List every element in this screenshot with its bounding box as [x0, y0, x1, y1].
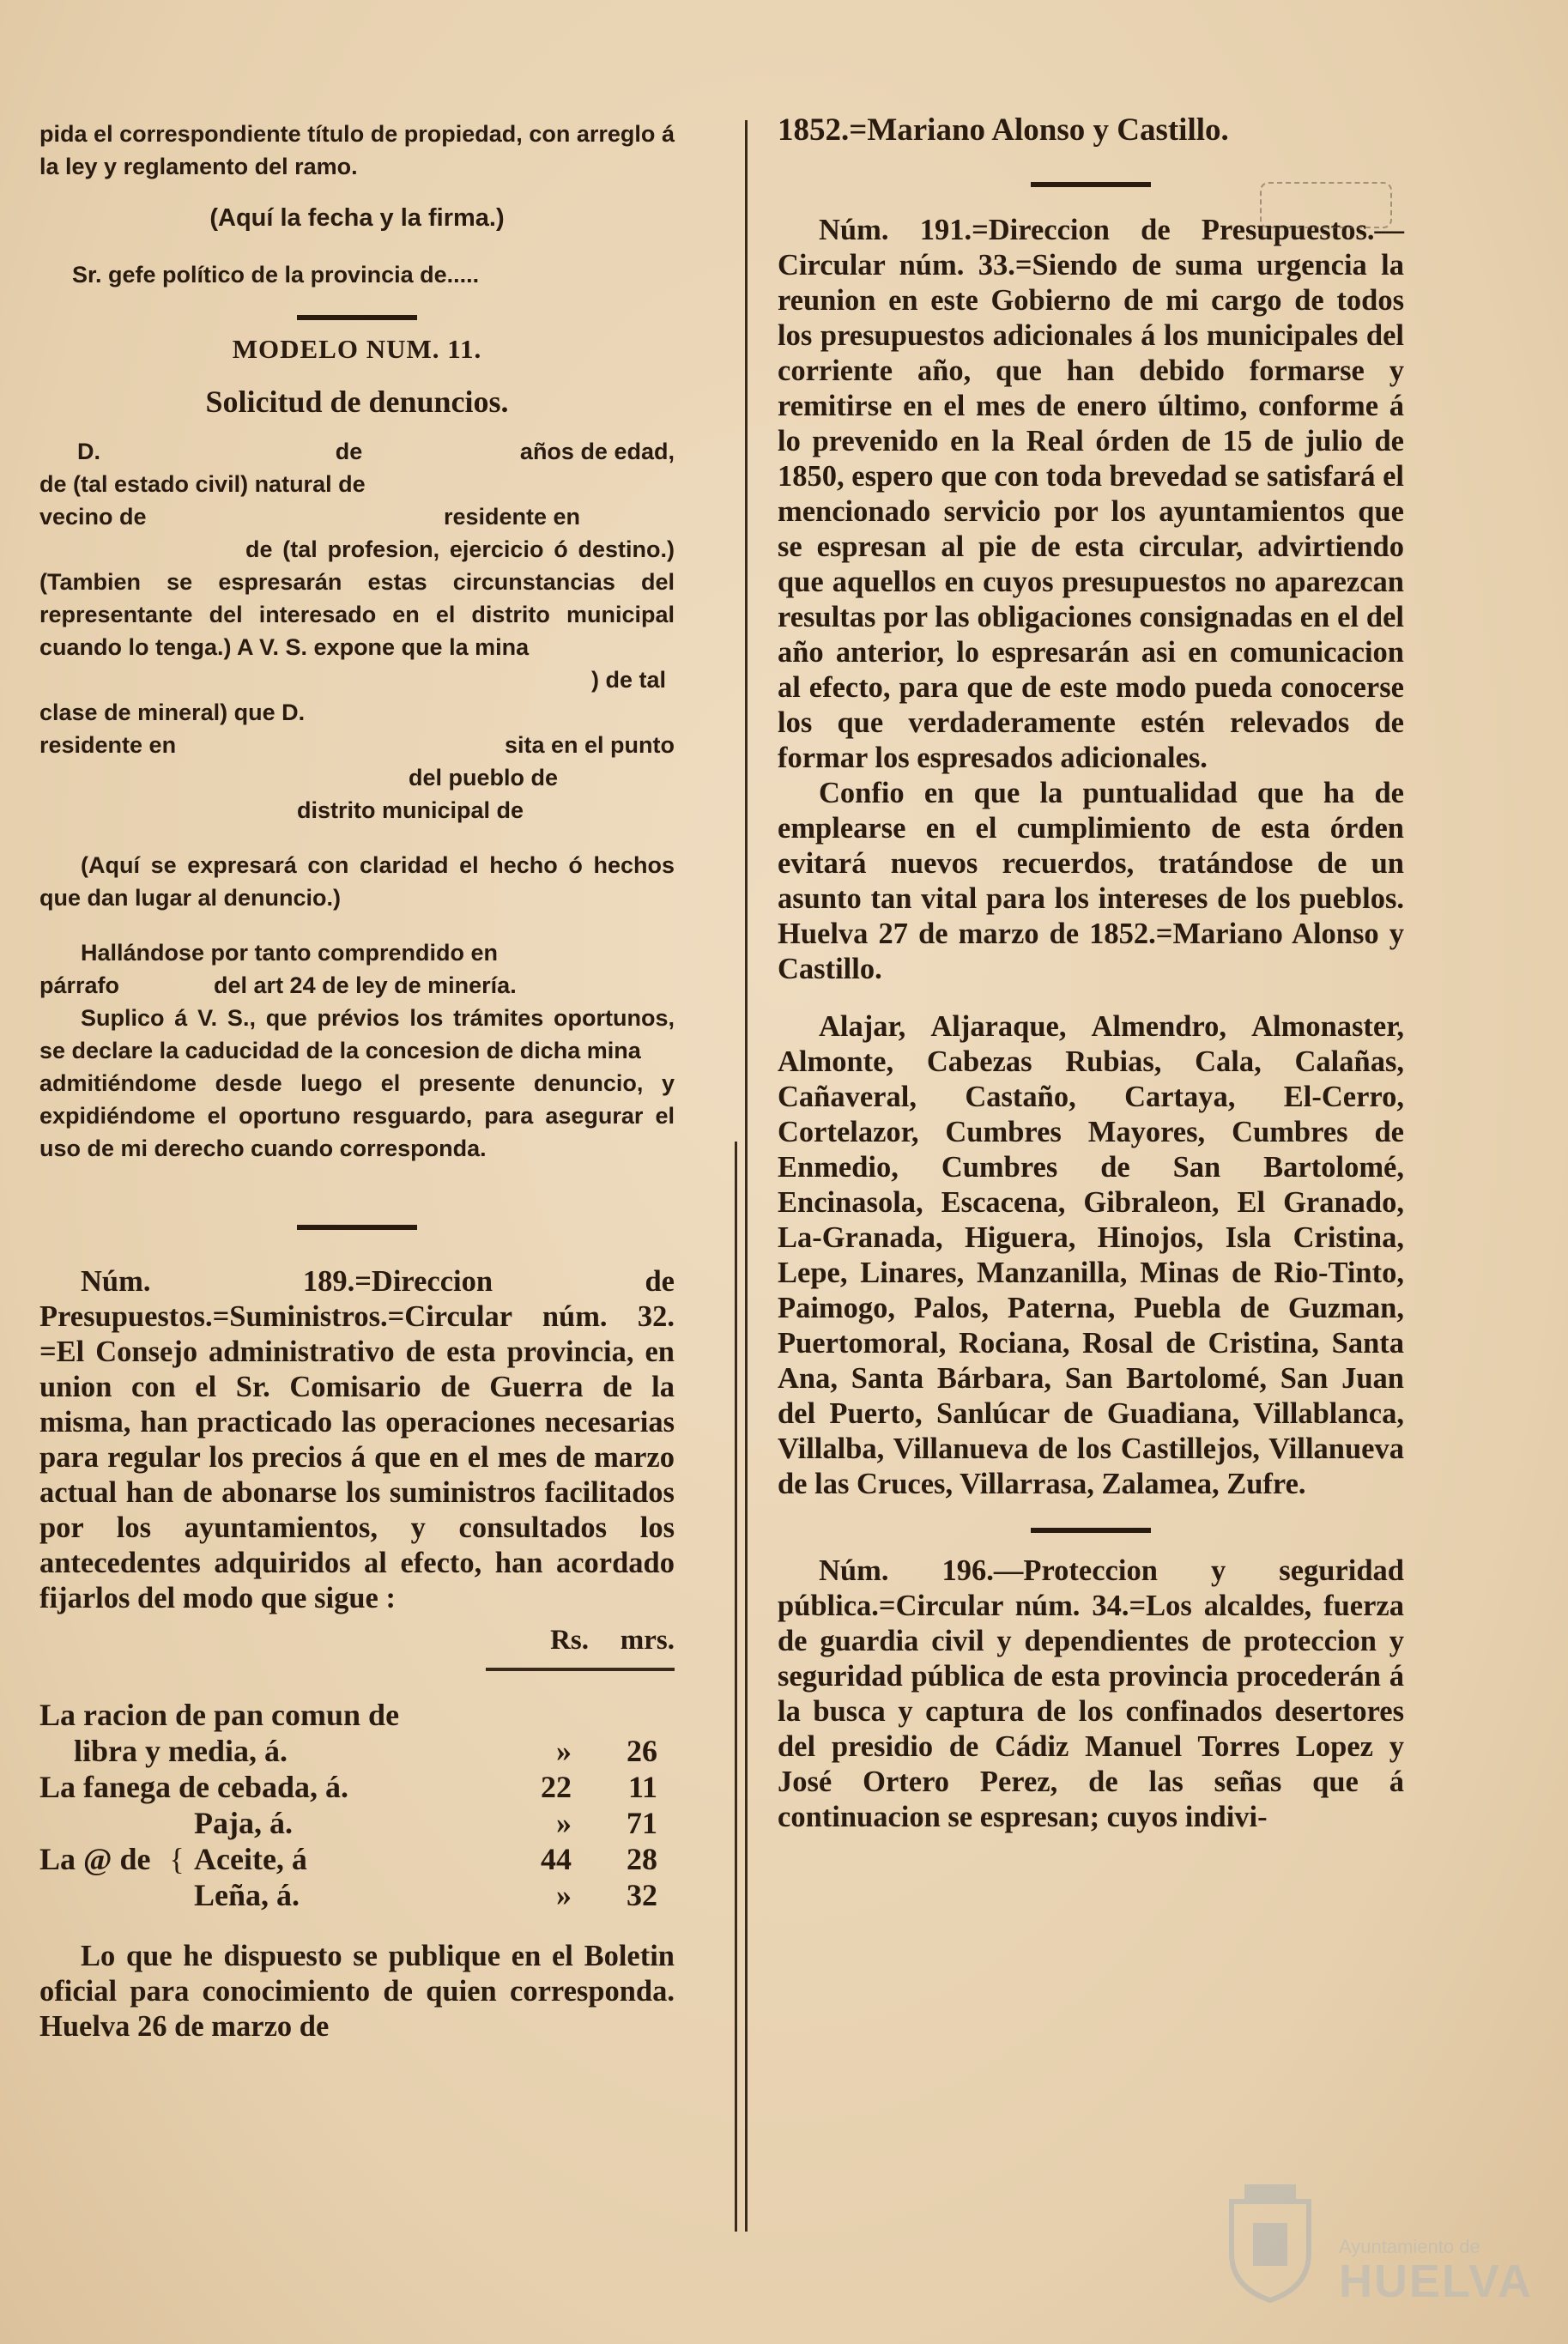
form-line-civil: de (tal estado civil) natural de [39, 471, 366, 497]
divider [1031, 182, 1151, 187]
form-field-sita: sita en el punto [504, 732, 675, 758]
circular-191: Núm. 191.=Direccion de Presupuestos.—Circular núm. 33.=Siendo de suma urgencia la reunion en este Gobierno de mi cargo de todos los presupuestos adicionales á los municipales del corriente año, que han debido formarse y remitirse en el mes de enero último, conforme á lo prevenido en la Real órden de 15 de julio de 1850, espero que con toda brevedad se satisfará el mencionado servicio por los ayuntamientos que se espresan al pie de esta circular, advirtiendo que aquellos en cuyos presupuestos no aparezcan resultas por las obligaciones consignadas en el del año anterior, lo espresarán asi en comunicacion al efecto, para que de este modo pueda conocerse los que verdaderamente estén relevados de formar los espresados adicionales. [778, 214, 1404, 774]
paragraph-admitiendo: admitiéndome desde luego el presente denuncio, y expidiéndome el oportuno resguardo, para asegurar el uso de mi derecho cuando corresponda. [39, 1070, 675, 1161]
price-table [39, 1625, 675, 1913]
price-row [39, 1733, 675, 1769]
date-signature-note: (Aquí la fecha y la firma.) [209, 204, 505, 232]
price-mrs: 11 [627, 1770, 657, 1804]
circular-191-closing: Confio en que la puntualidad que ha de emplearse en el cumplimiento de esta órden evitará nuevos recuerdos, tratándose de un asunto tan vital para los intereses de los pueblos. Huelva 27 de marzo de 1852.=Mariano Alonso y Castillo. [778, 777, 1404, 985]
form-field-residente2: residente en [39, 732, 177, 758]
price-row [39, 1877, 675, 1913]
divider [297, 315, 417, 320]
text-parrafo: párrafo [39, 972, 120, 998]
price-row [39, 1805, 675, 1841]
form-field-age: años de edad, [519, 439, 675, 464]
form-line-distrito: distrito municipal de [297, 797, 524, 823]
column-divider-lower [735, 1142, 737, 2232]
price-rs: » [556, 1878, 572, 1912]
circular-196: Núm. 196.—Proteccion y seguridad pública.=Circular núm. 34.=Los alcaldes, fuerza de guardia civil y dependientes de proteccion y seguridad pública de esta provincia procederán á la busca y captura de los confinados desertores del presidio de Cádiz Manuel Torres Lopez y José Ortero Perez, de las señas que á continuacion se espresan; cuyos indivi- [778, 1554, 1404, 1833]
form-field-vecino: vecino de [39, 504, 147, 530]
arroba-label: La @ de [39, 1842, 151, 1876]
town-list: Alajar, Aljaraque, Almendro, Almonaster, Almonte, Cabezas Rubias, Cala, Calañas, Cañaveral, Castaño, Cartaya, El-Cerro, Cortelazor, Cumbres Mayores, Cumbres de Enmedio, Cumbres de San Bartolomé, Encinasola, Escacena, Gibraleon, El Granado, La-Granada, Higuera, Hinojos, Isla Cristina, Lepe, Linares, Manzanilla, Minas de Rio-Tinto, Paimogo, Palos, Paterna, Puebla de Guzman, Puertomoral, Rociana, Rosal de Cristina, Santa Ana, Santa Bárbara, San Bartolomé, San Juan del Puerto, Sanlúcar de Guadiana, Villablanca, Villalba, Villanueva de los Castillejos, Villanueva de las Cruces, Villarrasa, Zalamea, Zufre. [778, 1010, 1404, 1500]
intro-text: pida el correspondiente título de propiedad, con arreglo á la ley y reglamento del ramo. [39, 121, 675, 179]
price-mrs: 28 [627, 1842, 657, 1876]
form-note: (Aquí se expresará con claridad el hecho ó hechos que dan lugar al denuncio.) [39, 852, 675, 911]
price-label: La fanega de cebada, á. [39, 1770, 348, 1804]
addressee: Sr. gefe político de la provincia de..... [72, 262, 480, 288]
price-col-rs: Rs. [550, 1625, 589, 1656]
price-row [39, 1841, 675, 1877]
watermark-line2: HUELVA [1339, 2256, 1533, 2307]
column-divider [745, 120, 748, 2232]
faded-stamp-mark [1260, 182, 1392, 228]
left-column [39, 107, 675, 2044]
price-row [39, 1769, 675, 1805]
signature-1852: 1852.=Mariano Alonso y Castillo. [778, 112, 1229, 148]
form-field-d: D. [77, 439, 100, 464]
brace-glyph: { [169, 1842, 185, 1876]
watermark-logo [1219, 2176, 1533, 2313]
model-subtitle: Solicitud de denuncios. [205, 385, 509, 419]
closing-paragraph: Lo que he dispuesto se publique en el Boletin oficial para conocimiento de quien corresponda. Huelva 26 de marzo de [39, 1940, 675, 2043]
price-rs: 44 [541, 1842, 572, 1876]
price-header-rule [486, 1668, 675, 1671]
price-label: Paja, á. [194, 1806, 293, 1840]
form-line-clase: clase de mineral) que D. [39, 700, 306, 725]
price-mrs: 32 [627, 1878, 657, 1912]
form-field-de: de [335, 439, 363, 464]
paragraph-suplico: Suplico á V. S., que prévios los trámites oportunos, se declare la caducidad de la concesion de dicha mina [39, 1005, 675, 1063]
divider [1031, 1528, 1151, 1533]
price-rs: » [556, 1806, 572, 1840]
price-rs: 22 [541, 1770, 572, 1804]
form-field-residente: residente en [443, 504, 580, 530]
circular-189: Núm. 189.=Direccion de Presupuestos.=Suministros.=Circular núm. 32. =El Consejo administrativo de esta provincia, en union con el Sr. Comisario de Guerra de la misma, han practicado las operaciones necesarias para regular los precios á que en el mes de marzo actual han de abonarse los suministros facilitados por los ayuntamientos, y consultados los antecedentes adquiridos al efecto, han acordado fijarlos del modo que sigue : [39, 1265, 675, 1614]
price-label: Leña, á. [194, 1878, 300, 1912]
price-label: Aceite, á [194, 1842, 307, 1876]
price-rs: » [556, 1734, 572, 1768]
watermark-line1: Ayuntamiento de [1339, 2236, 1480, 2257]
city-shield-icon [1219, 2176, 1322, 2305]
price-mrs: 26 [627, 1734, 657, 1768]
right-column [778, 107, 1404, 1835]
price-label: La racion de pan comun de [39, 1698, 400, 1732]
form-line-profesion: de (tal profesion, ejercicio ó destino.) (Tambien se espresarán estas circunstancias del representante del interesado en el distrito municipal cuando lo tenga.) A V. S. expone que la mina [39, 536, 675, 660]
price-col-mrs: mrs. [620, 1625, 675, 1656]
form-template [39, 435, 675, 827]
price-mrs: 71 [627, 1806, 657, 1840]
model-title: MODELO NUM. 11. [232, 334, 482, 364]
text-articulo: del art 24 de ley de minería. [214, 972, 517, 998]
form-line-mineral: ) de tal [590, 667, 666, 693]
price-label: libra y media, á. [74, 1734, 288, 1768]
paragraph-comprendido: Hallándose por tanto comprendido en [81, 940, 499, 966]
divider [297, 1225, 417, 1230]
form-line-pueblo: del pueblo de [409, 765, 559, 790]
